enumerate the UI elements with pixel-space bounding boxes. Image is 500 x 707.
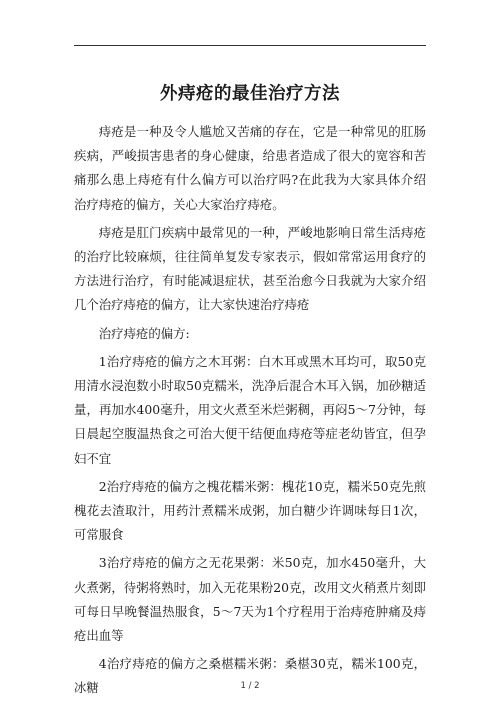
article-body	[74, 120, 426, 705]
page-number: 1 / 2	[240, 681, 260, 691]
remedy-2-paragraph: 2治疗痔疮的偏方之槐花糯米粥：槐花10克，糯米50克先煎槐花去渣取汁，用药汁煮糯米成粥，加白糖少许调味每日1次，可常服食	[74, 478, 426, 543]
remedies-heading: 治疗痔疮的偏方:	[98, 325, 190, 341]
remedy-1-paragraph: 1治疗痔疮的偏方之木耳粥：白木耳或黑木耳均可，取50克用清水浸泡数小时取50克糯米，洗净后混合木耳入锅，加砂糖适量，再加水400毫升，用文火煮至米烂粥稠，再闷5～7分钟，每日晨起空腹温热食之可治大便干结便血痔疮等症老幼皆宜，但孕妇不宜	[74, 353, 426, 466]
intro-paragraph: 痔疮是一种及令人尴尬又苦痛的存在，它是一种常见的肛肠疾病，严峻损害患者的身心健康，给患者造成了很大的宽容和苦痛那么患上痔疮有什么偏方可以治疗吗?在此我为大家具体介绍治疗痔疮的偏方，关心大家治疗痔疮。	[74, 124, 426, 212]
remedy-3-paragraph: 3治疗痔疮的偏方之无花果粥：米50克，加水450毫升，大火煮粥，待粥将熟时，加入无花果粉20克，改用文火稍煮片刻即可每日早晚餐温热服食，5～7天为1个疗程用于治痔疮肿痛及痔疮出血等	[74, 555, 426, 644]
background-paragraph: 痔疮是肛门疾病中最常见的一种，严峻地影响日常生活痔疮的治疗比较麻烦，往往简单复发专家表示，假如常常运用食疗的方法进行治疗，有时能减退症状，甚至治愈今日我就为大家介绍几个治疗痔疮的偏方，让大家快速治疗痔疮	[74, 224, 426, 313]
remedy-4-paragraph: 4治疗痔疮的偏方之桑椹糯米粥：桑椹30克，糯米100克，冰糖	[74, 656, 426, 696]
header-rule	[74, 45, 426, 46]
page-title: 外痔疮的最佳治疗方法	[160, 84, 340, 104]
